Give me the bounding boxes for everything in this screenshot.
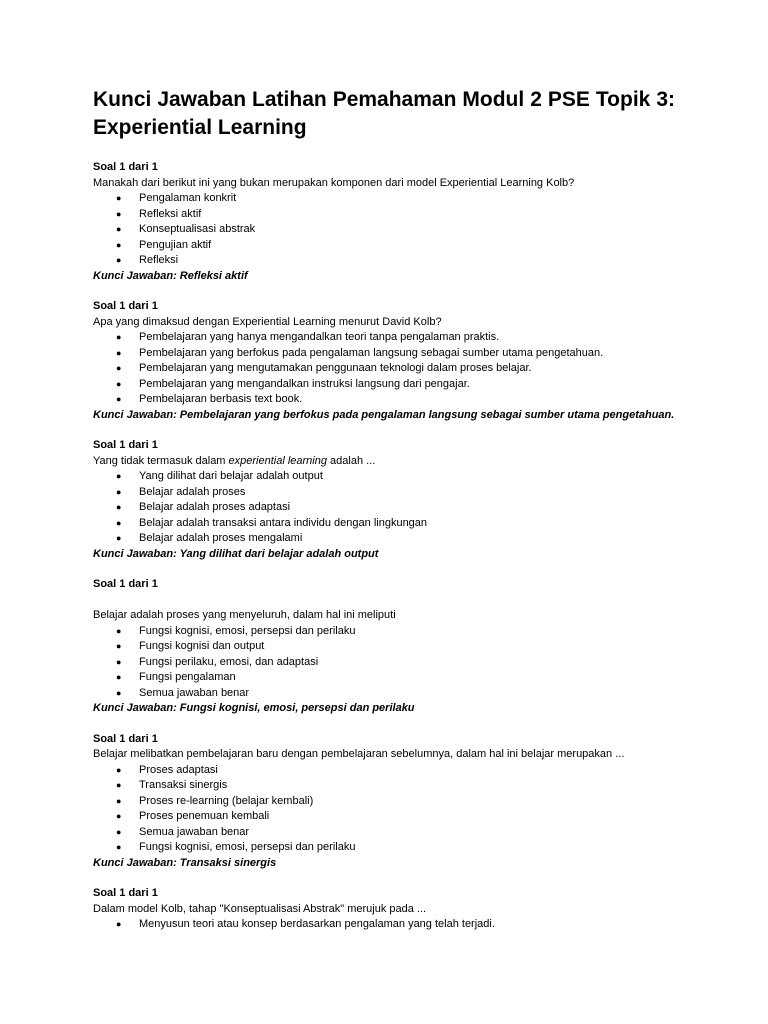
document-title: Kunci Jawaban Latihan Pemahaman Modul 2 PSE Topik 3: Experiential Learning (93, 88, 675, 139)
bullet-icon: ● (116, 363, 122, 373)
option-item: ● Refleksi (93, 253, 675, 269)
question-block (93, 732, 675, 872)
bullet-icon: ● (116, 672, 122, 682)
answer-key: Kunci Jawaban: Transaksi sinergis (93, 856, 277, 869)
bullet-icon: ● (116, 811, 122, 821)
question-label: Soal 1 dari 1 (93, 300, 158, 312)
question-text: Apa yang dimaksud dengan Experiential Learning menurut David Kolb? (93, 315, 442, 328)
option-item: ● Pembelajaran yang berfokus pada pengalaman langsung sebagai sumber utama pengetahuan. (93, 346, 675, 362)
bullet-icon: ● (116, 795, 122, 806)
question-block (93, 438, 675, 562)
answer-key: Kunci Jawaban: Pembelajaran yang berfokus pada pengalaman langsung sebagai sumber utama pengetahuan. (93, 408, 675, 421)
question-label: Soal 1 dari 1 (93, 887, 158, 899)
option-item: ● Pembelajaran yang mengutamakan penggunaan teknologi dalam proses belajar. (93, 361, 675, 377)
bullet-icon: ● (116, 471, 122, 481)
option-item: ● Menyusun teori atau konsep berdasarkan pengalaman yang telah terjadi. (93, 917, 675, 933)
bullet-icon: ● (116, 208, 122, 219)
option-item: ● Pengujian aktif (93, 238, 675, 254)
option-item: ● Pengalaman konkrit (93, 191, 675, 207)
question-label: Soal 1 dari 1 (93, 732, 158, 745)
option-item: ● Proses adaptasi (93, 763, 675, 779)
bullet-icon: ● (116, 919, 122, 929)
bullet-icon: ● (116, 239, 122, 250)
option-item: ● Refleksi aktif (93, 207, 675, 223)
bullet-icon: ● (116, 517, 122, 528)
option-list (93, 469, 675, 547)
answer-key: Kunci Jawaban: Yang dilihat dari belajar adalah output (93, 547, 379, 560)
question-label: Soal 1 dari 1 (93, 439, 158, 451)
bullet-icon: ● (116, 224, 122, 234)
option-item: ● Belajar adalah proses mengalami (93, 531, 675, 547)
bullet-icon: ● (116, 378, 122, 389)
bullet-icon: ● (116, 687, 122, 698)
option-item: ● Transaksi sinergis (93, 778, 675, 794)
option-item: ● Belajar adalah proses (93, 485, 675, 501)
option-item: ● Fungsi kognisi, emosi, persepsi dan perilaku (93, 624, 675, 640)
option-item: ● Pembelajaran yang hanya mengandalkan teori tanpa pengalaman praktis. (93, 330, 675, 346)
bullet-icon: ● (116, 502, 122, 512)
bullet-icon: ● (116, 780, 122, 790)
bullet-icon: ● (116, 486, 122, 497)
question-text: Manakah dari berikut ini yang bukan merupakan komponen dari model Experiential Learning Kolb? (93, 176, 575, 189)
option-item: ● Proses penemuan kembali (93, 809, 675, 825)
bullet-icon: ● (116, 842, 122, 852)
question-block (93, 299, 675, 423)
question-label: Soal 1 dari 1 (93, 161, 158, 173)
answer-key: Kunci Jawaban: Fungsi kognisi, emosi, persepsi dan perilaku (93, 702, 415, 714)
question-emphasis: experiential learning (228, 454, 327, 467)
option-item: ● Fungsi kognisi, emosi, persepsi dan perilaku (93, 840, 675, 856)
option-item: ● Semua jawaban benar (93, 825, 675, 841)
question-text: Yang tidak termasuk dalam experiential learning adalah ... (93, 454, 376, 467)
question-text: Belajar adalah proses yang menyeluruh, dalam hal ini meliputi (93, 609, 396, 621)
question-block (93, 160, 675, 284)
question-text: Belajar melibatkan pembelajaran baru dengan pembelajaran sebelumnya, dalam hal ini belajar merupakan ... (93, 748, 625, 760)
bullet-icon: ● (116, 533, 122, 543)
question-block (93, 577, 675, 717)
bullet-icon: ● (116, 332, 122, 342)
option-item: ● Fungsi pengalaman (93, 670, 675, 686)
option-list (93, 763, 675, 856)
bullet-icon: ● (116, 826, 122, 837)
bullet-icon: ● (116, 625, 122, 636)
question-block (93, 886, 675, 933)
option-item: ● Pembelajaran yang mengandalkan instruksi langsung dari pengajar. (93, 377, 675, 393)
option-list (93, 330, 675, 408)
option-item: ● Belajar adalah proses adaptasi (93, 500, 675, 516)
option-list (93, 917, 675, 933)
option-list (93, 191, 675, 269)
option-item: ● Pembelajaran berbasis text book. (93, 392, 675, 408)
bullet-icon: ● (116, 193, 122, 203)
option-item: ● Yang dilihat dari belajar adalah output (93, 469, 675, 485)
bullet-icon: ● (116, 764, 122, 775)
bullet-icon: ● (116, 641, 122, 651)
bullet-icon: ● (116, 394, 122, 404)
question-label: Soal 1 dari 1 (93, 578, 158, 590)
option-item: ● Fungsi perilaku, emosi, dan adaptasi (93, 655, 675, 671)
option-item: ● Belajar adalah transaksi antara individu dengan lingkungan (93, 516, 675, 532)
bullet-icon: ● (116, 656, 122, 667)
option-item: ● Fungsi kognisi dan output (93, 639, 675, 655)
bullet-icon: ● (116, 347, 122, 358)
answer-key: Kunci Jawaban: Refleksi aktif (93, 269, 248, 282)
option-item: ● Semua jawaban benar (93, 686, 675, 702)
bullet-icon: ● (116, 255, 122, 265)
option-item: ● Proses re-learning (belajar kembali) (93, 794, 675, 810)
question-text: Dalam model Kolb, tahap "Konseptualisasi Abstrak" merujuk pada ... (93, 902, 427, 915)
option-list (93, 624, 675, 702)
option-item: ● Konseptualisasi abstrak (93, 222, 675, 238)
